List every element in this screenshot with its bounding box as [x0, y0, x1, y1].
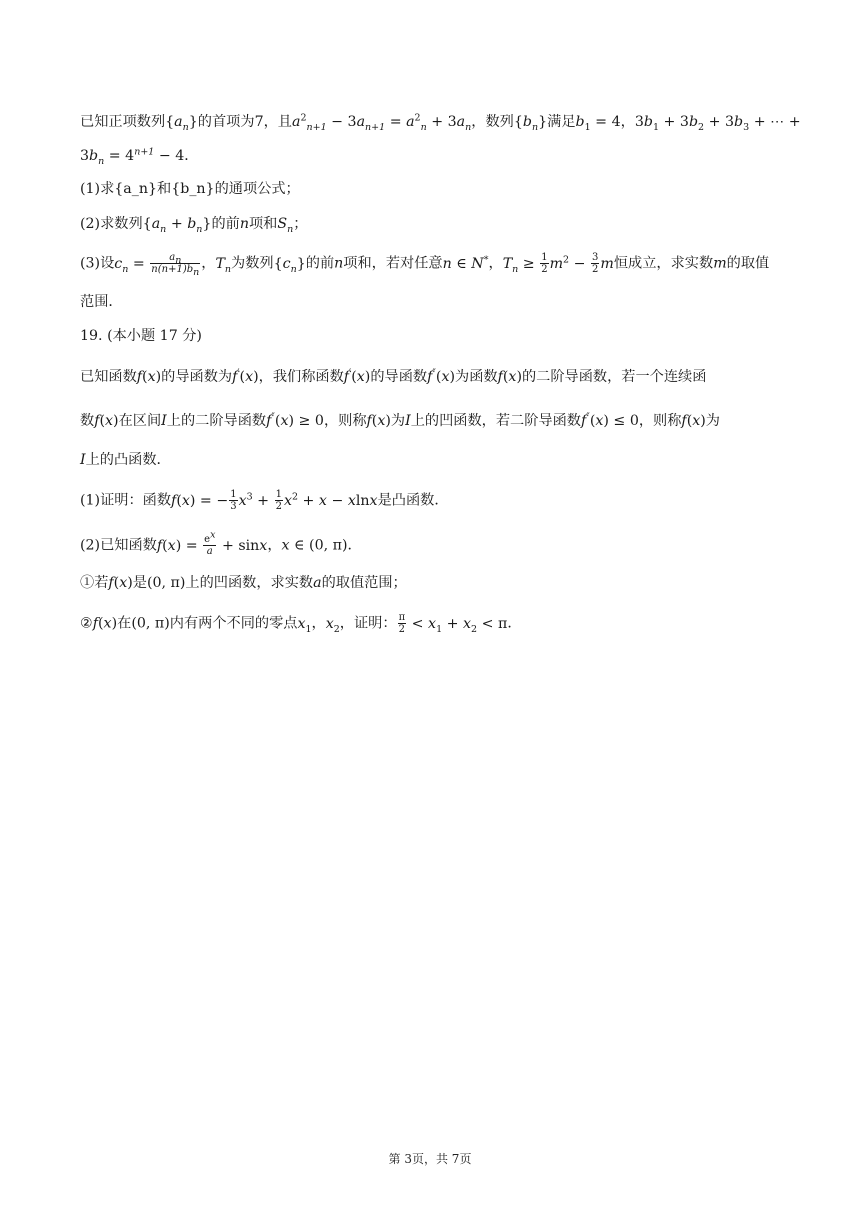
text: 在区间 — [118, 413, 162, 429]
problem19-q1: (1)证明：函数f(x) = − $\frac{1}{3}$ $x^3$ + $\frac{1}{2}$ $x^2 + x - xlnx$是凸函数． — [80, 489, 449, 512]
problem18-part3: (3)设$c_n$ = $\frac{a_n}{n(n+1)b_n}$ ，$T_n$为数列$\{c_n\}$的前n项和，若对任意n ∈ N*，$T_n$ ≥ $\frac{1}{2}$ $m^2$ − $\frac{3}{2}$ m恒成立，求实数m的取值 — [80, 252, 770, 278]
text: ，则称 — [638, 413, 682, 429]
text: ． — [507, 615, 522, 632]
text: ，且 — [263, 114, 292, 130]
text: 上的凸函数． — [85, 452, 171, 468]
text: 在 — [117, 615, 132, 632]
math: $3b_1 + 3b_2 + 3b_3$ + ⋯ + — [634, 114, 801, 133]
text: ② — [80, 615, 93, 632]
problem19-q2: (2)已知函数f(x) = $\frac{e^x}{a}$ + sinx，x ∈ (0, π)． — [80, 529, 362, 557]
problem19-def-line1: 已知函数f(x)的导函数为f′(x)，我们称函数f′(x)的导函数f″(x)为函数f(x)的二阶导函数，若一个连续函 — [80, 367, 707, 385]
math: $a^2_{n+1} - 3a_{n+1} = a^2_n + 3a_n$ — [291, 112, 472, 133]
problem19-q2-ii: ②f(x)在(0, π)内有两个不同的零点$x_1$，$x_2$，证明： $\frac{\pi}{2}$ < $x_1 + x_2 < \pi$． — [80, 612, 522, 635]
text: 内有两个不同的零点 — [169, 615, 298, 632]
text: 数 — [80, 413, 95, 429]
text: (2)已知函数 — [80, 537, 157, 554]
text: ，数列 — [471, 114, 514, 130]
text: 的取值范围； — [321, 575, 407, 591]
text: 项和，若对任意 — [343, 255, 443, 272]
problem18-intro-line1: 已知正项数列$\{a_n\}$的首项为7，且$a^2_{n+1} - 3a_{n+1} = a^2_n + 3a_n$，数列$\{b_n\}$满足$b_1 = 4$，$3b_1 + 3b_2 + 3b_3$ + ⋯ + — [80, 112, 801, 133]
text: 19. (本小题 17 分) — [80, 328, 202, 344]
problem18-intro-line2: $3b_n = 4^{n+1} - 4$． — [80, 146, 199, 167]
math: $b_1 = 4$ — [575, 114, 621, 133]
text: 的首项为 — [197, 114, 255, 130]
text: 为函数 — [455, 369, 498, 385]
text: ， — [267, 537, 282, 554]
math: $3b_n = 4^{n+1} - 4$ — [80, 146, 185, 167]
text: 满足 — [547, 114, 576, 130]
text: 的二阶导函数，若一个连续函 — [521, 369, 707, 385]
text: 是凸函数． — [377, 492, 449, 509]
text: ①若 — [80, 575, 109, 591]
text: 的前 — [305, 255, 335, 272]
text: ， — [620, 114, 635, 130]
text: 上的凹函数，求实数 — [185, 575, 314, 591]
text: 已知正项数列 — [80, 114, 166, 130]
text: 范围． — [80, 294, 123, 310]
problem18-part2: (2)求数列$\{a_n + b_n\}$的前n项和$S_n$； — [80, 216, 308, 235]
text: 恒成立，求实数 — [613, 255, 714, 272]
text: ，则称 — [323, 413, 367, 429]
problem19-def-line3: I上的凸函数． — [80, 452, 171, 468]
text: (1)证明：函数 — [80, 492, 172, 509]
text: (2)求数列 — [80, 216, 143, 232]
text: 为 — [705, 413, 720, 429]
text: ． — [347, 537, 362, 554]
problem18-part1 — [80, 178, 790, 200]
text: 的取值 — [726, 255, 770, 272]
text: 已知函数 — [80, 369, 137, 385]
text: (3)设 — [80, 255, 115, 272]
text: 的导函数 — [370, 369, 428, 385]
text: ，证明： — [339, 615, 397, 632]
math: $\{b_n\}$ — [513, 114, 548, 133]
text: 项和 — [248, 216, 278, 232]
text: ，我们称函数 — [258, 369, 344, 385]
text: 的导函数为 — [161, 369, 233, 385]
text: (1)求{a_n}和{b_n}的通项公式； — [80, 181, 300, 197]
text: 上的凹函数，若二阶导函数 — [410, 413, 581, 429]
math: $c_n$ = $\frac{a_n}{n(n+1)b_n}$ — [114, 252, 200, 278]
text: 上的二阶导函数 — [166, 413, 267, 429]
math: $\{a_n + b_n\}$ — [142, 216, 212, 235]
text: 为数列 — [231, 255, 274, 272]
text: 为 — [390, 413, 406, 429]
text: 的前 — [211, 216, 240, 232]
problem19-header — [80, 325, 790, 347]
problem19-q2-i: ①若f(x)是(0, π)上的凹函数，求实数a的取值范围； — [80, 575, 407, 591]
page-footer: 第 3页，共 7页 — [388, 1152, 472, 1166]
problem18-part3-cont — [80, 291, 790, 313]
math: $\{a_n\}$ — [165, 114, 198, 133]
text: 是 — [132, 575, 147, 591]
problem19-def-line2: 数f(x)在区间I上的二阶导函数f″(x) ≥ 0，则称f(x)为I上的凹函数，若二阶导函数f″(x) ≤ 0，则称f(x)为 — [80, 411, 720, 429]
